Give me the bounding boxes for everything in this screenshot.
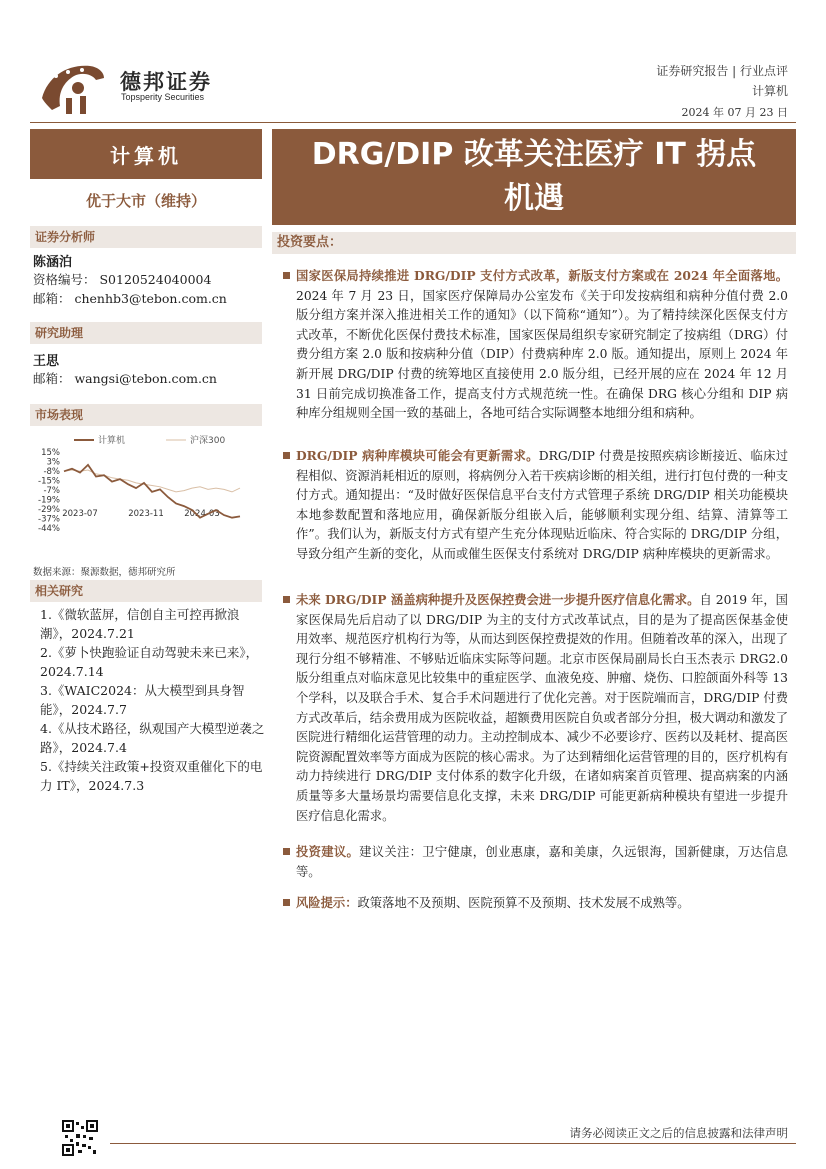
legend-label: 沪深300 (190, 436, 226, 446)
assistant-heading: 研究助理 (30, 322, 262, 344)
y-tick-label: -19% (38, 495, 60, 506)
y-tick-label: -7% (43, 486, 60, 496)
point-1-heading: 国家医保局持续推进 DRG/DIP 支付方式改革，新版支付方案或在 2024 年全面落地。 (296, 268, 788, 283)
point-1-text: 2024 年 7 月 23 日，国家医疗保障局办公室发布《关于印发按病组和病种分值付费 2.0 版分组方案并深入推进相关工作的通知》（以下简称“通知”）。为了精持续深化医保支付方式改革，不断优化医保付费技术标准，国家医保局组织专家研究制定了按病组（DRG）付费分组方案 2.0 版和按病种分值（DIP）付费病种库 2.0 版。通知提出，原则上 2024 年新开展 DRG/DIP 付费的统筹地区直接使用 2.0 版分组，已经开展的应在 2024 年 12 月 31 日前完成切换准备工作，提高支付方式规范统一性。在确保 DRG 核心分组和 DIP 病种库分组规则全国一致的基础上，各地可结合实际调整本地细分组和病种。 (296, 288, 788, 421)
point-3-text: 自 2019 年，国家医保局先后启动了以 DRG/DIP 为主的支付方式改革试点，目的是为了提高医保基金使用效率、规范医疗机构行为等，从而达到医保控费提效的作用。但随着改革的深入，出现了现行分组不够精准、不够贴近临床实际等问题。北京市医保局副局长白玉杰表示 DRG2.0 版分组重点对临床意见比较集中的重症医学、血液免疫、肿瘤、烧伤、口腔颌面外科等 13 个学科，以及联合手术、复合手术问题进行了优化完善。对于医院端而言，DRG/DIP 付费方式改革后，结余费用成为医院收益，超额费用医院自负或者部分分担，极大调动和激发了医院进行精细化运营管理的动力。主动控制成本、减少不必要诊疗、医药以及耗材、提高医院资源配置效率等方面成为医院的核心需求。为了达到精细化运营管理的目的，医疗机构有动力持续进行 DRG/DIP 支付体系的数字化升级，在诸如病案首页管理、提高病案的内涵质量等多大量场景均需要信息化支撑，未来 DRG/DIP 可能更新病种模块有望进一步提升医疗信息化需求。 (296, 593, 788, 823)
series-line-hs300 (64, 470, 240, 492)
assistant-name: 王思 (33, 354, 60, 369)
header-divider (30, 122, 796, 123)
related-item[interactable]: 2.《萝卜快跑验证自动驾驶未来已来》，2024.7.14 (40, 645, 259, 679)
related-heading: 相关研究 (30, 580, 262, 602)
report-title (272, 129, 796, 225)
x-tick-label: 2024-03 (184, 509, 220, 519)
point-1 (283, 266, 788, 424)
report-industry: 计算机 (751, 84, 788, 98)
y-tick-label: 15% (41, 448, 60, 458)
title-line-2: 机遇 (504, 181, 564, 216)
related-item[interactable]: 3.《WAIC2024：从大模型到具身智能》，2024.7.7 (40, 683, 245, 717)
y-tick-label: -37% (38, 514, 60, 525)
point-3-heading: 未来 DRG/DIP 涵盖病种提升及医保控费会进一步提升医疗信息化需求。 (296, 592, 700, 607)
bullet-icon (283, 848, 290, 855)
y-tick-label: -29% (38, 505, 60, 515)
footer-disclaimer: 请务必阅读正文之后的信息披露和法律声明 (569, 1126, 788, 1140)
point-2-heading: DRG/DIP 病种库模块可能会有更新需求。 (296, 448, 539, 463)
assistant-email: 邮箱： wangsi@tebon.com.cn (33, 371, 217, 386)
logo-icon (38, 58, 106, 116)
report-date: 2024 年 07 月 23 日 (681, 106, 788, 119)
analyst-email: 邮箱： chenhb3@tebon.com.cn (33, 291, 227, 306)
related-item[interactable]: 4.《从技术路径，纵观国产大模型逆袭之路》，2024.7.4 (40, 721, 265, 755)
point-4-heading: 投资建议。 (296, 844, 360, 859)
title-line-1: DRG/DIP 改革关注医疗 IT 拐点 (311, 137, 757, 172)
y-tick-label: -8% (43, 467, 60, 477)
point-4 (283, 842, 788, 882)
footer-divider (110, 1143, 796, 1144)
point-5-text: 政策落地不及预期、医院预算不及预期、技术发展不成熟等。 (357, 896, 690, 910)
point-4-text: 建议关注：卫宁健康，创业惠康，嘉和美康，久远银海，国新健康，万达信息等。 (296, 845, 788, 879)
point-2 (283, 446, 788, 565)
bullet-icon (283, 596, 290, 603)
y-tick-label: -44% (38, 524, 60, 534)
company-name: 德邦证券 (120, 70, 212, 94)
bullet-icon (283, 452, 290, 459)
y-tick-label: -15% (38, 476, 60, 487)
analyst-cert: 资格编号： S0120524040004 (33, 272, 212, 287)
body-heading: 投资要点： (272, 232, 796, 254)
analyst-heading: 证券分析师 (30, 226, 262, 248)
company-name-en: Topsperity Securities (121, 92, 205, 102)
sector-banner: 计算机 (30, 129, 262, 179)
related-item[interactable]: 1.《微软蓝屏，信创自主可控再掀浪潮》，2024.7.21 (40, 607, 240, 641)
bullet-icon (283, 899, 290, 906)
x-tick-label: 2023-11 (128, 509, 164, 519)
rating: 优于大市（维持） (85, 192, 206, 210)
x-tick-label: 2023-07 (62, 509, 98, 519)
market-heading: 市场表现 (30, 404, 262, 426)
report-type: 证券研究报告 | 行业点评 (656, 64, 788, 78)
qr-code-icon (62, 1120, 98, 1156)
related-list (40, 605, 265, 795)
point-3 (283, 590, 788, 826)
chart-source: 数据来源：聚源数据，德邦研究所 (33, 567, 176, 578)
y-tick-label: 3% (46, 457, 60, 468)
point-5-heading: 风险提示： (296, 895, 358, 910)
analyst-name: 陈涵泊 (33, 255, 73, 270)
legend-label: 计算机 (98, 436, 126, 446)
point-5 (283, 893, 788, 914)
point-2-text: DRG/DIP 付费是按照疾病诊断接近、临床过程相似、资源消耗相近的原则，将病例分入若干疾病诊断的相关组，进行打包付费的一种支付方式。通知提出：“及时做好医保信息平台支付方式管理子系统 DRG/DIP 相关功能模块本地参数配置和落地应用，确保新版分组嵌入后，能够顺利实现分组、结算、清算等工作”。我们认为，新版支付方式有望产生充分体现贴近临床、符合实际的 DRG/DIP 分组，导致分组产生新的变化，从而或催生医保支付系统对 DRG/DIP 病种库模块的更新需求。 (296, 449, 788, 561)
bullet-icon (283, 272, 290, 279)
market-chart (30, 432, 262, 562)
related-item[interactable]: 5.《持续关注政策+投资双重催化下的电力 IT》，2024.7.3 (40, 759, 263, 793)
